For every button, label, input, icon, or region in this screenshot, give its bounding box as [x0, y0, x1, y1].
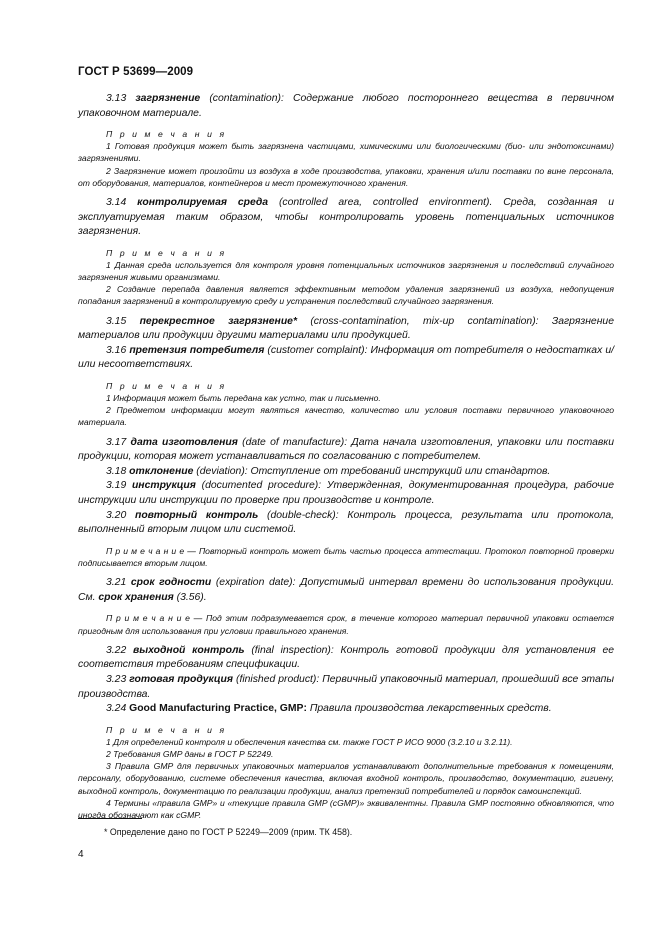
definition-3-15: 3.15 перекрестное загрязнение* (cross-contamination, mix-up contamination): Загрязнение материалов или продукции другими материалами или продукцией. [78, 315, 614, 342]
footnote-divider [78, 818, 142, 819]
term: перекрестное загрязнение* [139, 315, 297, 327]
term: готовая продукция [129, 673, 234, 685]
term: Good Manufacturing Practice, GMP: [129, 703, 307, 715]
note-item: 1 Для определений контроля и обеспечения качества см. также ГОСТ Р ИСО 9000 (3.2.10 и 3.2.11). [106, 736, 513, 747]
definition-3-24: 3.24 Good Manufacturing Practice, GMP: Правила производства лекарственных средств. [106, 703, 552, 715]
definition-3-14: 3.14 контролируемая среда (controlled area, controlled environment). Среда, созданная и эксплуатируемая таким образом, чтобы контролировать уровень потенциальных источников загрязнения. [78, 197, 614, 238]
note-item: 2 Загрязнение может произойти из воздуха в ходе производства, упаковки, хранения и/или поставки по вине персонала, от оборудования, материалов, контейнеров и мест промежуточного хранения. [78, 165, 614, 188]
single-note: П р и м е ч а н и е — Под этим подразумевается срок, в течение которого материал первичной упаковки остается пригодным для использования при условии правильного хранения. [78, 613, 614, 636]
definition-3-20: 3.20 повторный контроль (double-check): Контроль процесса, результата или протокола, выполненный вторым лицом или системой. [78, 509, 615, 536]
definition-3-17: 3.17 дата изготовления (date of manufacture): Дата начала изготовления, упаковки или поставки продукции, которая может устанавливаться по согласованию с потребителем. [78, 436, 614, 463]
document-body [78, 92, 614, 821]
notes-heading: П р и м е ч а н и я [106, 724, 227, 735]
term: дата изготовления [130, 436, 238, 448]
definition-3-21: 3.21 срок годности (expiration date): Допустимый интервал времени до использования продукции. См. срок хранения (3.56). [78, 577, 615, 603]
note-item: 2 Предметом информации могут являться качество, количество или условия поставки первичного упаковочного материала. [78, 405, 614, 428]
definition-3-22: 3.22 выходной контроль (final inspection): Контроль готовой продукции для установления ее соответствия требованиям спецификации. [78, 644, 614, 671]
footnote: * Определение дано по ГОСТ Р 52249—2009 (прим. ТК 458). [104, 827, 353, 837]
term: инструкция [131, 480, 196, 492]
note-item: 1 Информация может быть передана как устно, так и письменно. [106, 392, 381, 403]
note-item: 4 Термины «правила GMP» и «текущие правила GMP (cGMP)» эквивалентны. Правила GMP постоянно обновляются, что иногда обозначают как cGMP. [78, 797, 614, 820]
note-item: 1 Данная среда используется для контроля уровня потенциальных источников загрязнения и последствий случайного загрязнения живыми организмами. [78, 259, 614, 282]
term: контролируемая среда [137, 197, 269, 208]
term: повторный контроль [134, 509, 259, 521]
page-header: ГОСТ Р 53699—2009 [78, 66, 194, 78]
page-number: 4 [78, 849, 84, 860]
definition-3-19: 3.19 инструкция (documented procedure): Утвержденная, документированная процедура, рабочие инструкции или инструкции по проверке при производстве и контроле. [78, 480, 614, 506]
notes-heading: П р и м е ч а н и я [106, 380, 227, 391]
term: загрязнение [135, 93, 201, 104]
note-item: 2 Требования GMP даны в ГОСТ Р 52249. [106, 748, 274, 759]
term: срок хранения [98, 591, 174, 603]
single-note: П р и м е ч а н и е — Повторный контроль может быть частью процесса аттестации. Протокол повторной проверки подписывается вторым лицом. [78, 545, 614, 568]
note-item: 1 Готовая продукция может быть загрязнена частицами, химическими или биологическими (био- или эндотоксинами) загрязнениями. [78, 141, 614, 164]
term: претензия потребителя [129, 344, 265, 356]
term: отклонение [129, 465, 194, 477]
definition-3-13: 3.13 загрязнение (contamination): Содержание любого постороннего вещества в первичном упаковочном материале. [78, 93, 615, 119]
notes-heading: П р и м е ч а н и я [106, 129, 227, 140]
definition-3-16: 3.16 претензия потребителя (customer complaint): Информация от потребителя о недостатках и/или несоответствиях. [78, 344, 615, 371]
term: срок годности [130, 577, 212, 589]
notes-heading: П р и м е ч а н и я [106, 247, 227, 258]
term: выходной контроль [132, 644, 245, 656]
note-item: 2 Создание перепада давления является эффективным методом удаления загрязнений из воздуха, недопущения попадания загрязнений в контролируемую среду и устранения последствий случайного загрязнения. [78, 284, 614, 307]
note-item: 3 Правила GMP для первичных упаковочных материалов устанавливают дополнительные требования к помещениям, персоналу, оборудованию, системе обеспечения качества, включая входной контроль, производство, документацию, гигиену, выходной контроль, документацию по реализации продукции, анализ претензий потребителей и порядок самоинспекций. [78, 761, 614, 796]
definition-3-23: 3.23 готовая продукция (finished product): Первичный упаковочный материал, прошедший все этапы производства. [78, 673, 614, 700]
definition-3-18: 3.18 отклонение (deviation): Отступление от требований инструкций или стандартов. [106, 465, 551, 477]
